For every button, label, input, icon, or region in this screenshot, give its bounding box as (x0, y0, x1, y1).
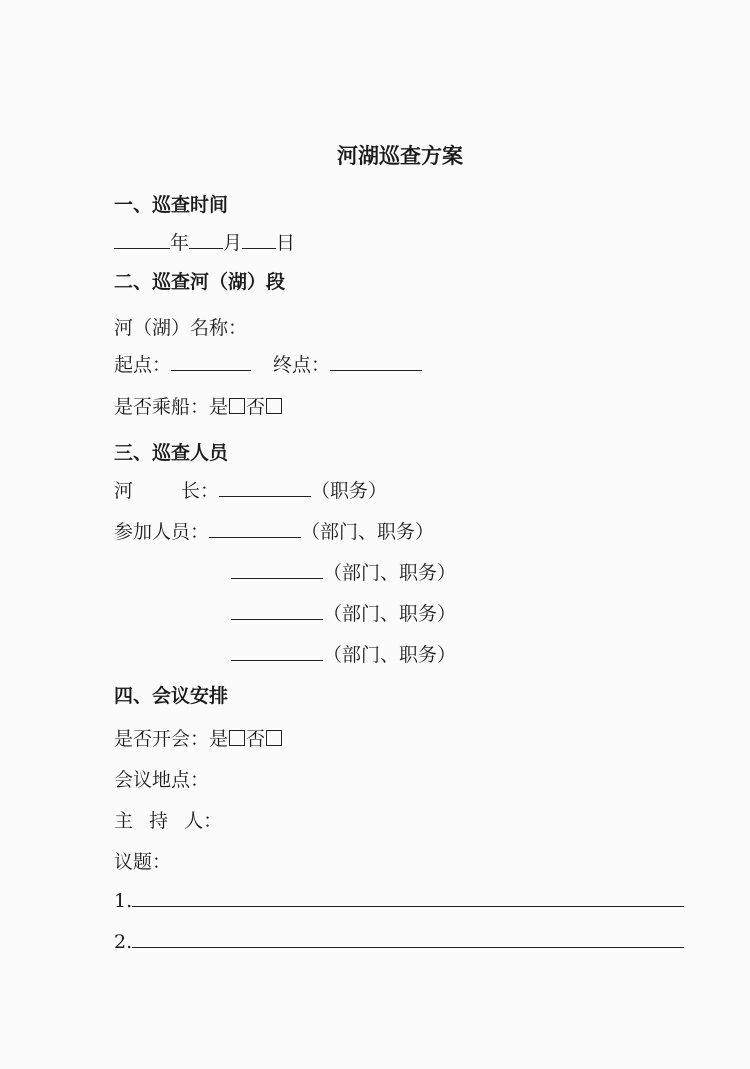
document-title: 河湖巡查方案 (337, 144, 463, 168)
boat-no-checkbox[interactable] (266, 398, 282, 414)
year-label: 年 (170, 232, 190, 254)
member-note: （部门、职务） (323, 562, 457, 584)
host-row (114, 806, 222, 833)
month-label: 月 (223, 232, 243, 254)
member-blank[interactable] (231, 560, 323, 579)
section-2-heading: 二、巡查河（湖）段 (114, 271, 286, 293)
river-name-row (114, 313, 247, 340)
topic-2-number: 2. (114, 931, 133, 953)
river-name-label: 河（湖）名称： (114, 317, 248, 339)
topic-1-number: 1. (114, 890, 133, 912)
member-blank[interactable] (209, 519, 301, 538)
member-blank[interactable] (231, 642, 323, 661)
boat-yes-label: 是 (209, 396, 229, 418)
day-label: 日 (276, 232, 296, 254)
member-note: （部门、职务） (323, 644, 457, 666)
topic-1-blank[interactable] (132, 888, 684, 907)
member-blank[interactable] (231, 601, 323, 620)
section-1-heading: 一、巡查时间 (114, 194, 229, 216)
topics-label: 议题： (114, 851, 172, 873)
member-note: （部门、职务） (323, 603, 457, 625)
start-end-row (114, 350, 422, 377)
host-label: 主 持 人： (114, 810, 223, 832)
venue-label: 会议地点： (114, 769, 210, 791)
chief-blank[interactable] (219, 478, 311, 497)
boat-no-label: 否 (246, 396, 266, 418)
end-blank[interactable] (330, 352, 422, 371)
topic-1-row (114, 888, 684, 912)
section-3-heading: 三、巡查人员 (114, 442, 229, 464)
boat-label: 是否乘船： (114, 396, 210, 418)
meeting-no-checkbox[interactable] (266, 730, 282, 746)
end-label: 终点： (273, 354, 331, 376)
start-label: 起点： (114, 354, 172, 376)
members-label: 参加人员： (114, 521, 210, 543)
meeting-yes-label: 是 (209, 728, 229, 750)
boat-row (114, 392, 283, 419)
member-row (231, 640, 456, 667)
boat-yes-checkbox[interactable] (229, 398, 245, 414)
chief-note: （职务） (311, 480, 388, 502)
chief-row (114, 476, 387, 503)
day-blank[interactable] (242, 230, 276, 249)
topic-2-row (114, 929, 684, 953)
topic-2-blank[interactable] (132, 929, 684, 948)
member-row (114, 517, 434, 544)
meeting-label: 是否开会： (114, 728, 210, 750)
venue-row (114, 765, 209, 792)
start-blank[interactable] (171, 352, 251, 371)
section-4-heading: 四、会议安排 (114, 685, 229, 707)
chief-label-a: 河 (114, 480, 134, 502)
topics-row (114, 847, 171, 874)
member-row (231, 558, 456, 585)
chief-label-b: 长： (181, 480, 220, 502)
member-row (231, 599, 456, 626)
patrol-date-row (114, 228, 295, 255)
meeting-row (114, 724, 283, 751)
year-blank[interactable] (114, 230, 170, 249)
meeting-yes-checkbox[interactable] (229, 730, 245, 746)
month-blank[interactable] (189, 230, 223, 249)
member-note: （部门、职务） (301, 521, 435, 543)
meeting-no-label: 否 (246, 728, 266, 750)
